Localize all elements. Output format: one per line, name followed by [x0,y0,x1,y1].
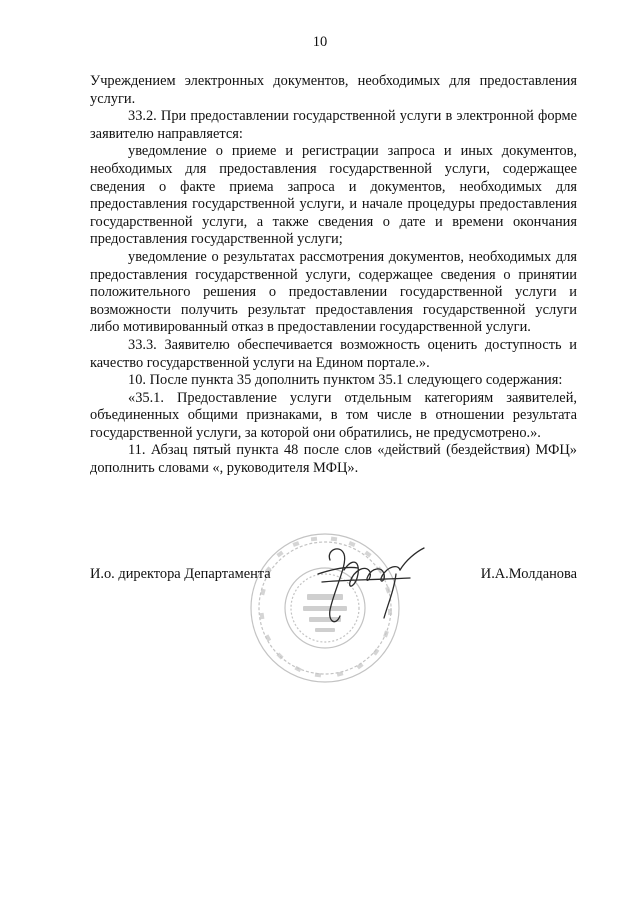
page-number: 10 [312,34,328,50]
paragraph-results-notice: уведомление о результатах рассмотрения документов, необходимых для предоставления государственной услуги, содержащее сведения о принятии положительного решения о предоставлении государственной услуги и возможности получить результат предоставления государственной услуги либо мотивированный отказ в предоставлении государственной услуги. [90,248,577,336]
paragraph-continuation: Учреждением электронных документов, необходимых для предоставления услуги. [90,73,577,107]
paragraph-33-3: 33.3. Заявителю обеспечивается возможность оценить доступность и качество государственной услуги на Едином портале.». [90,336,577,371]
paragraph-35-1: «35.1. Предоставление услуги отдельным категориям заявителей, объединенных общими признаками, в том числе в отношении результата государственной услуги, за которой они обратились, не предусмотрено.». [90,389,577,441]
paragraph-item-10: 10. После пункта 35 дополнить пунктом 35.1 следующего содержания: [128,372,563,389]
paragraph-item-11: 11. Абзац пятый пункта 48 после слов «действий (бездействия) МФЦ» дополнить словами «, руководителя МФЦ». [90,442,577,477]
paragraph-33-2: 33.2. При предоставлении государственной услуги в электронной форме заявителю направляется: [90,108,577,142]
paragraph-receipt-notice: уведомление о приеме и регистрации запроса и иных документов, необходимых для предоставления государственной услуги, содержащее сведения о факте приема запроса и документов, необходимых для предоставления государственной услуги, и начале процедуры предоставления государственной услуги, а также сведения о дате и времени окончания предоставления государственной услуги; [90,143,577,248]
handwritten-signature [300,530,430,640]
document-body [90,73,577,478]
signatory-name: И.А.Молданова [480,566,577,582]
signatory-position: И.о. директора Департамента [90,566,271,582]
